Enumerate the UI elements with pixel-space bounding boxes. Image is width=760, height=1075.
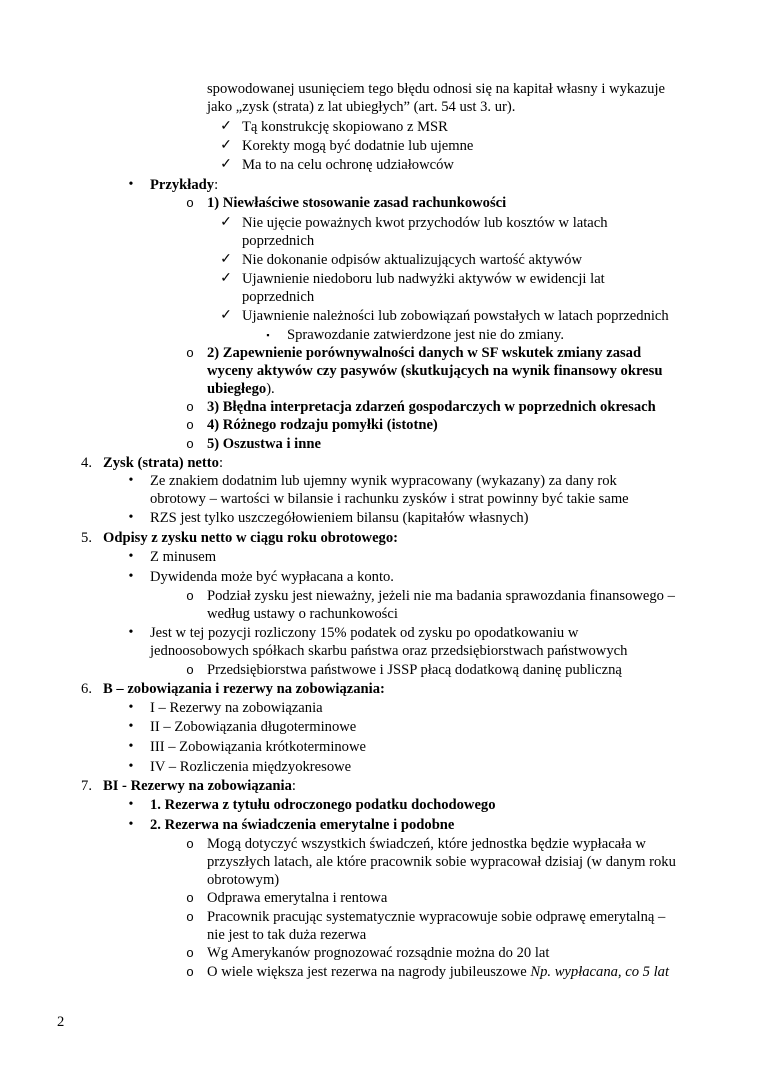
checkmark-icon: ✓ [220, 138, 232, 153]
bullet-icon: • [128, 625, 134, 640]
list-item [0, 176, 760, 195]
text-line [0, 98, 760, 117]
checkmark-icon: ✓ [220, 119, 232, 134]
checkmark-icon: ✓ [220, 271, 232, 286]
bold-text: Zysk (strata) netto [103, 455, 219, 471]
bold-text: 5) Oszustwa i inne [207, 436, 321, 452]
circle-bullet-icon: o [186, 964, 194, 979]
list-item [0, 587, 760, 606]
list-item [0, 118, 760, 137]
list-number: 5. [81, 530, 92, 546]
bullet-icon: • [128, 549, 134, 564]
list-item [0, 194, 760, 213]
text-line [0, 926, 760, 945]
circle-bullet-icon: o [186, 945, 194, 960]
line-text: RZS jest tylko uszczegółowieniem bilansu (kapitałów własnych) [150, 510, 529, 526]
line-text: ). [266, 381, 275, 397]
line-text: Z minusem [150, 549, 217, 565]
list-item [0, 435, 760, 454]
bold-text: ubiegłego [207, 381, 267, 397]
bold-text: Odpisy z zysku netto w ciągu roku obrotowego: [103, 530, 399, 546]
checkmark-icon: ✓ [220, 157, 232, 172]
list-number: 7. [81, 778, 92, 794]
list-item [0, 326, 760, 345]
line-text: Odprawa emerytalna i rentowa [207, 890, 388, 906]
list-item [0, 568, 760, 587]
bullet-icon: • [128, 739, 134, 754]
line-text: Ujawnienie niedoboru lub nadwyżki aktywów w ewidencji lat [242, 271, 605, 287]
circle-bullet-icon: o [186, 436, 194, 451]
list-item [0, 251, 760, 270]
line-text: Przedsiębiorstwa państwowe i JSSP płacą dodatkową daninę publiczną [207, 662, 622, 678]
bold-text: 2. Rezerwa na świadczenia emerytalne i podobne [150, 817, 455, 833]
bold-text: 2) Zapewnienie porównywalności danych w SF wskutek zmiany zasad [207, 345, 642, 361]
list-item [0, 680, 760, 699]
bold-text: B – zobowiązania i rezerwy na zobowiązania: [103, 681, 385, 697]
line-text: : [218, 455, 223, 471]
bullet-icon: • [128, 510, 134, 525]
line-text: II – Zobowiązania długoterminowe [150, 719, 357, 735]
text-line [0, 232, 760, 251]
italic-text: Np. wypłacana, co 5 lat [530, 964, 670, 980]
line-text: IV – Rozliczenia międzyokresowe [150, 759, 352, 775]
bold-text: 4) Różnego rodzaju pomyłki (istotne) [207, 417, 438, 433]
line-text: : [291, 778, 296, 794]
list-item [0, 137, 760, 156]
bold-text: 3) Błędna interpretacja zdarzeń gospodarczych w poprzednich okresach [207, 399, 656, 415]
line-text: Tą konstrukcję skopiowano z MSR [242, 119, 448, 135]
circle-bullet-icon: o [186, 399, 194, 414]
bullet-icon: • [128, 759, 134, 774]
list-item [0, 816, 760, 835]
text-line [0, 490, 760, 509]
text-line [0, 80, 760, 99]
circle-bullet-icon: o [186, 417, 194, 432]
line-text: Ze znakiem dodatnim lub ujemny wynik wypracowany (wykazany) za dany rok [150, 473, 617, 489]
line-text: Ujawnienie należności lub zobowiązań powstałych w latach poprzednich [242, 308, 669, 324]
list-item [0, 509, 760, 528]
list-item [0, 548, 760, 567]
bold-text: Przykłady [150, 177, 215, 193]
line-text: Nie ujęcie poważnych kwot przychodów lub kosztów w latach [242, 215, 608, 231]
list-item [0, 944, 760, 963]
line-text: przyszłych latach, ale które pracownik sobie wypracował dzisiaj (w danym roku [207, 854, 676, 870]
line-text: według ustawy o rachunkowości [207, 606, 398, 622]
line-text: : [214, 177, 219, 193]
bullet-icon: • [128, 719, 134, 734]
list-item [0, 344, 760, 363]
line-text: Nie dokonanie odpisów aktualizujących wartość aktywów [242, 252, 583, 268]
text-line [0, 605, 760, 624]
list-item [0, 454, 760, 473]
checkmark-icon: ✓ [220, 308, 232, 323]
list-item [0, 307, 760, 326]
circle-bullet-icon: o [186, 588, 194, 603]
bullet-icon: • [128, 473, 134, 488]
line-text: poprzednich [242, 289, 315, 305]
line-text: O wiele większa jest rezerwa na nagrody jubileuszowe [207, 964, 531, 980]
bold-text: wyceny aktywów czy pasywów (skutkujących na wynik finansowy okresu [207, 363, 663, 379]
bullet-icon: • [128, 817, 134, 832]
checkmark-icon: ✓ [220, 252, 232, 267]
list-item [0, 738, 760, 757]
list-item [0, 777, 760, 796]
list-item [0, 624, 760, 643]
list-item [0, 835, 760, 854]
circle-bullet-icon: o [186, 836, 194, 851]
line-text: III – Zobowiązania krótkoterminowe [150, 739, 366, 755]
line-text: Korekty mogą być dodatnie lub ujemne [242, 138, 474, 154]
line-text: Jest w tej pozycji rozliczony 15% podatek od zysku po opodatkowaniu w [150, 625, 579, 641]
list-item [0, 889, 760, 908]
list-item [0, 214, 760, 233]
line-text: Pracownik pracując systematycznie wypracowuje sobie odprawę emerytalną – [207, 909, 666, 925]
list-item [0, 416, 760, 435]
line-text: Wg Amerykanów prognozować rozsądnie można do 20 lat [207, 945, 550, 961]
list-number: 6. [81, 681, 92, 697]
line-text: obrotowym) [207, 872, 280, 888]
list-item [0, 908, 760, 927]
line-text: Ma to na celu ochronę udziałowców [242, 157, 454, 173]
square-bullet-icon: ▪ [266, 330, 270, 340]
bullet-icon: • [128, 797, 134, 812]
list-item [0, 472, 760, 491]
list-number: 4. [81, 455, 92, 471]
line-text: spowodowanej usunięciem tego błędu odnosi się na kapitał własny i wykazuje [207, 81, 665, 97]
list-item [0, 661, 760, 680]
list-item [0, 699, 760, 718]
list-item [0, 796, 760, 815]
text-line [0, 380, 760, 399]
line-text: nie jest to tak duża rezerwa [207, 927, 367, 943]
list-item [0, 758, 760, 777]
list-item [0, 718, 760, 737]
checkmark-icon: ✓ [220, 215, 232, 230]
circle-bullet-icon: o [186, 345, 194, 360]
line-text: jako „zysk (strata) z lat ubiegłych” (art. 54 ust 3. ur). [207, 99, 516, 115]
line-text: Mogą dotyczyć wszystkich świadczeń, które jednostka będzie wypłacała w [207, 836, 646, 852]
bullet-icon: • [128, 569, 134, 584]
bullet-icon: • [128, 700, 134, 715]
circle-bullet-icon: o [186, 195, 194, 210]
line-text: Dywidenda może być wypłacana a konto. [150, 569, 394, 585]
line-text: obrotowy – wartości w bilansie i rachunku zysków i strat powinny być takie same [150, 491, 629, 507]
text-line [0, 871, 760, 890]
circle-bullet-icon: o [186, 890, 194, 905]
list-item [0, 156, 760, 175]
text-line [0, 288, 760, 307]
list-item [0, 529, 760, 548]
list-item [0, 270, 760, 289]
text-line [0, 362, 760, 381]
line-text: Sprawozdanie zatwierdzone jest nie do zmiany. [287, 327, 565, 343]
bullet-icon: • [128, 177, 134, 192]
text-line [0, 642, 760, 661]
line-text: jednoosobowych spółkach skarbu państwa oraz przedsiębiorstwach państwowych [150, 643, 628, 659]
page-number: 2 [57, 1014, 65, 1030]
line-text: poprzednich [242, 233, 315, 249]
circle-bullet-icon: o [186, 662, 194, 677]
circle-bullet-icon: o [186, 909, 194, 924]
bold-text: BI - Rezerwy na zobowiązania [103, 778, 292, 794]
list-item [0, 963, 760, 982]
bold-text: 1) Niewłaściwe stosowanie zasad rachunkowości [207, 195, 507, 211]
list-item [0, 398, 760, 417]
line-text: I – Rezerwy na zobowiązania [150, 700, 323, 716]
bold-text: 1. Rezerwa z tytułu odroczonego podatku dochodowego [150, 797, 496, 813]
text-line [0, 853, 760, 872]
line-text: Podział zysku jest nieważny, jeżeli nie ma badania sprawozdania finansowego – [207, 588, 675, 604]
